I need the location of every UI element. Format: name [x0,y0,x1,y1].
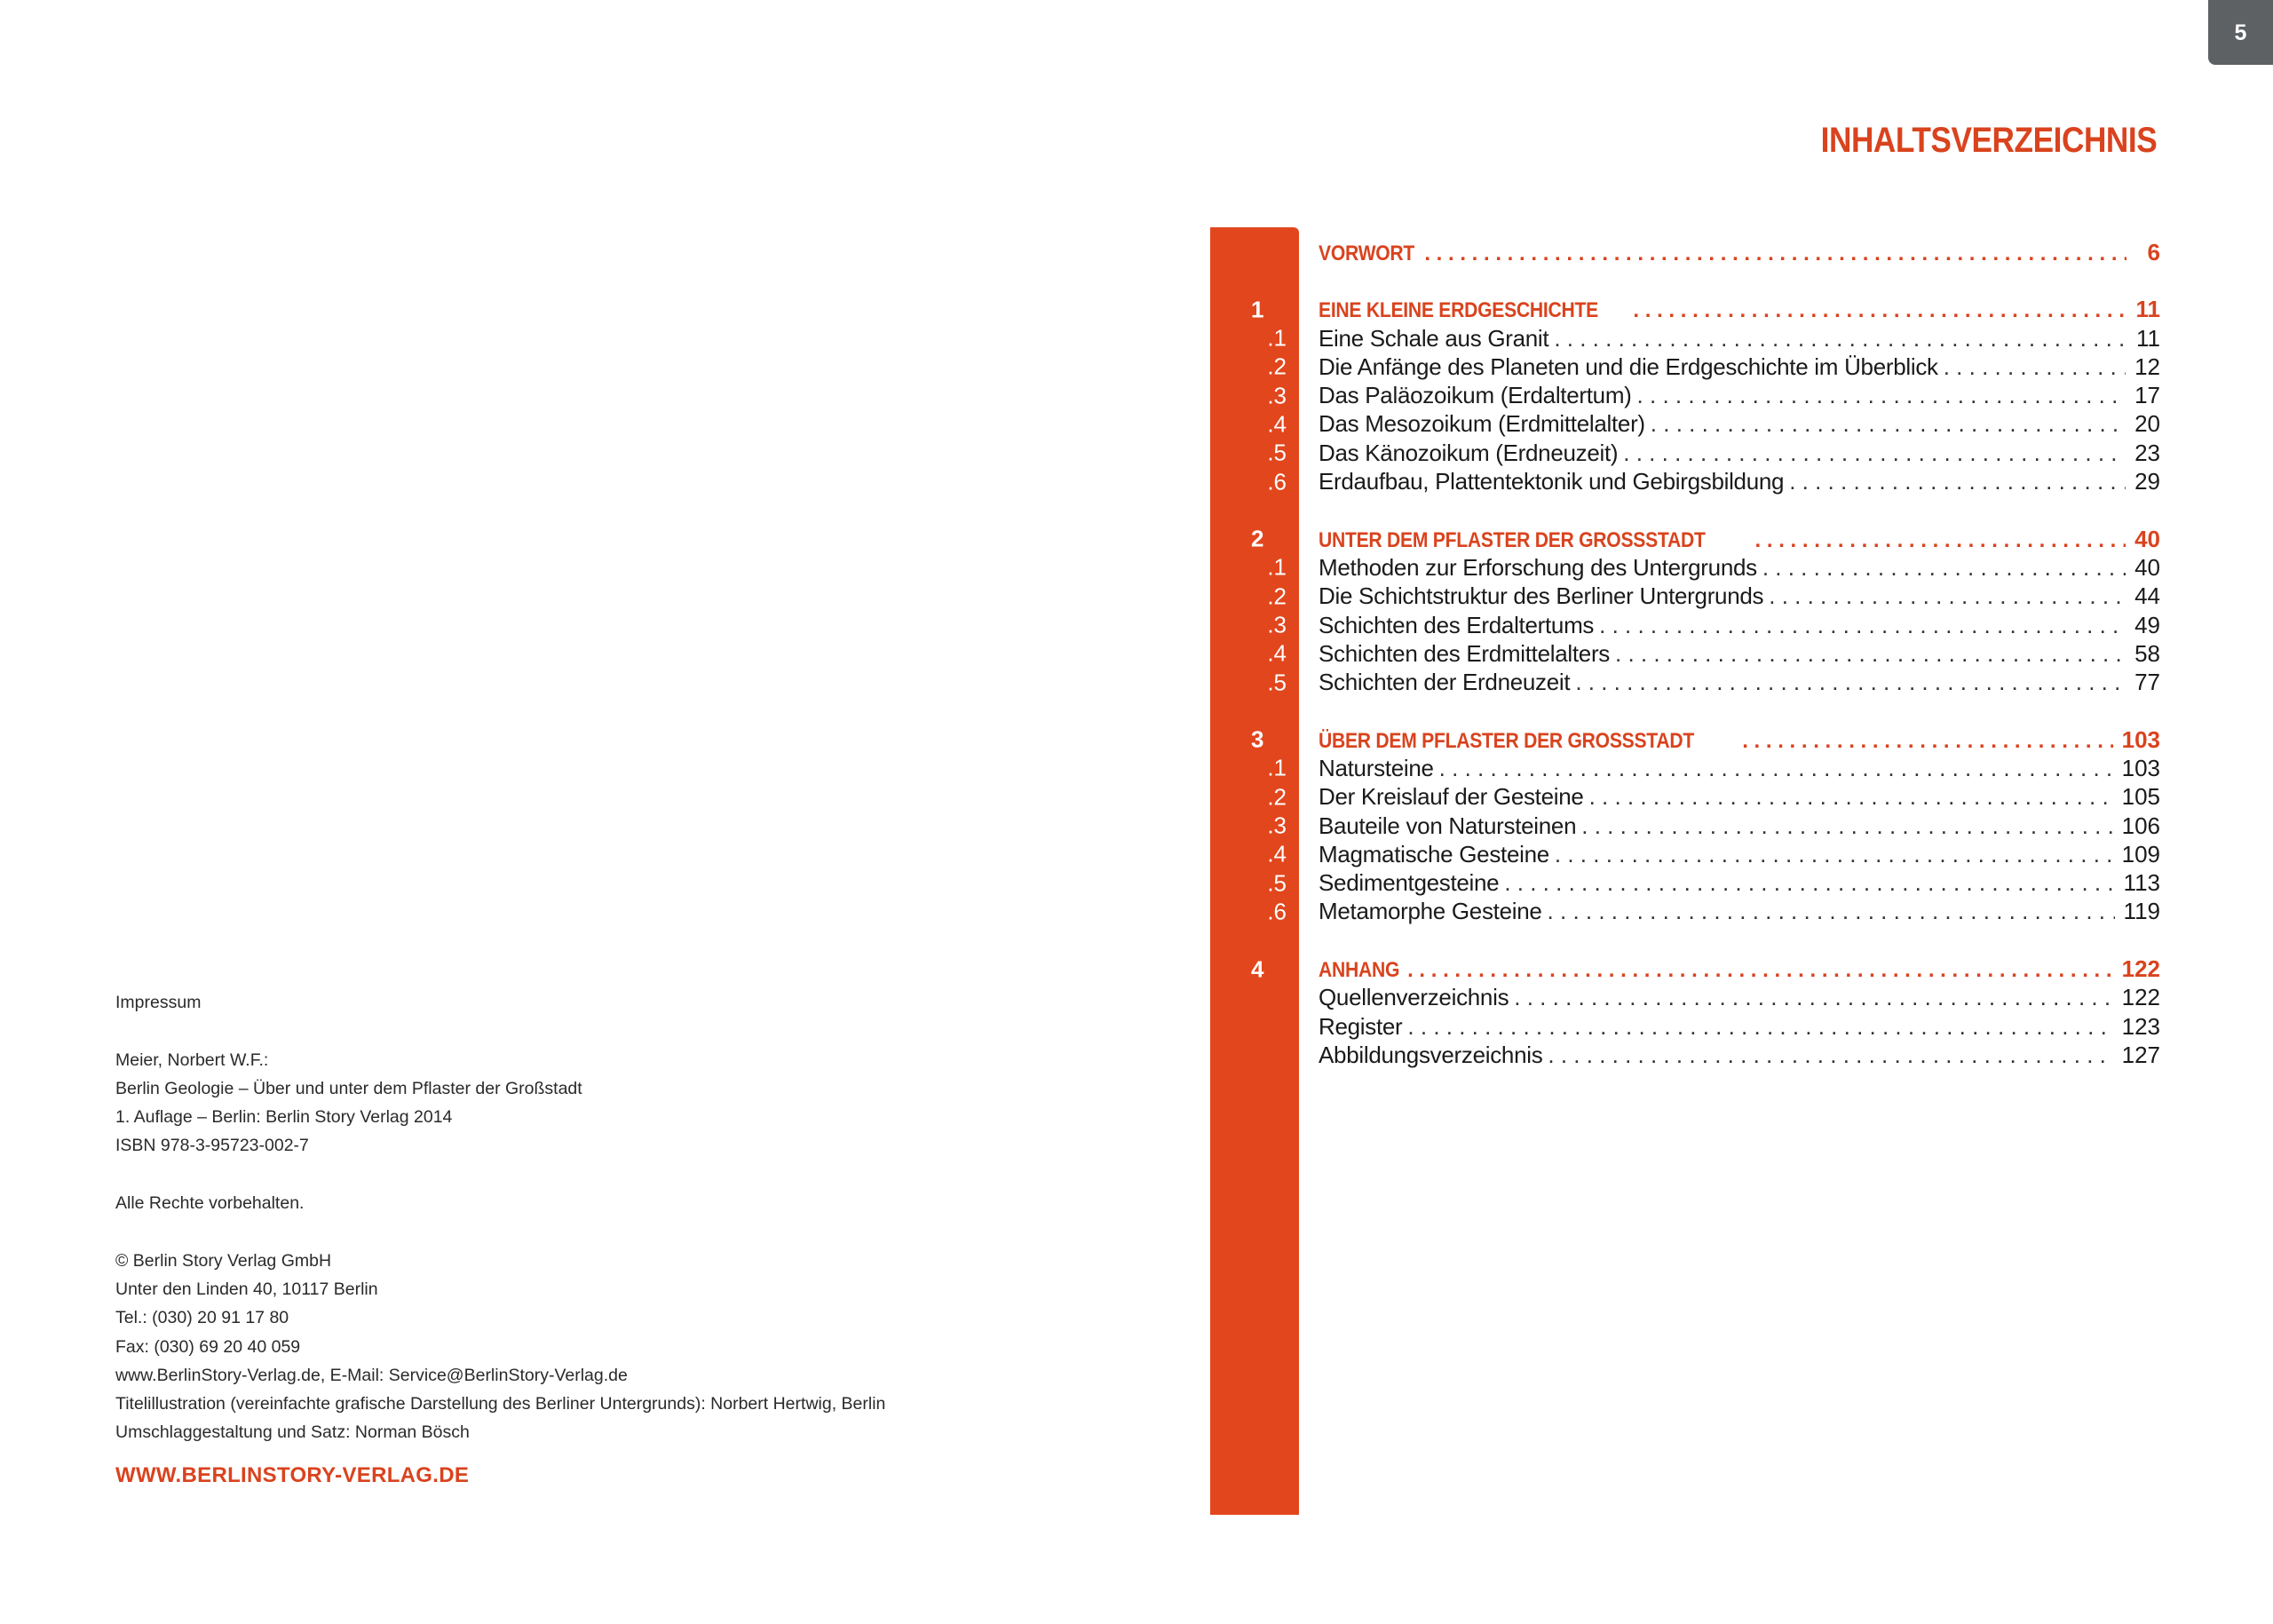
toc-row[interactable] [1210,984,2160,1012]
toc-section-entry[interactable] [1319,812,2160,840]
toc-entry-label: VORWORT [1319,241,1415,265]
dot-leader [1742,729,2112,754]
dot-leader [1581,812,2112,840]
toc-section-entry[interactable] [1319,353,2160,381]
toc-number-column [1210,467,1299,495]
dot-leader [1504,869,2114,897]
toc-number-column [1210,639,1299,668]
section-number: .1 [1267,754,1287,781]
toc-page-number: 123 [2121,1012,2160,1040]
imprint-cover-credit: Titelillustration (vereinfachte grafische Darstellung des Berliner Untergrunds): Norbert Hertwig, Berlin [115,1394,886,1414]
dot-leader [1554,325,2126,353]
toc-entry-label: Erdaufbau, Plattentektonik und Gebirgsbildung [1319,468,1785,495]
toc-entry-label: EINE KLEINE ERDGESCHICHTE [1319,298,1598,323]
dot-leader [1762,554,2126,582]
toc-section-entry[interactable] [1319,669,2160,696]
toc-entry-label: Sedimentgesteine [1319,869,1500,897]
toc-section-entry[interactable] [1319,1013,2160,1041]
toc-entry-label: Schichten des Erdaltertums [1319,611,1595,638]
toc-page-number: 11 [2135,296,2160,323]
toc-row[interactable] [1210,725,2160,754]
toc-section-entry[interactable] [1319,554,2160,582]
toc-page-number: 11 [2136,324,2160,352]
toc-number-column [1210,1041,1299,1069]
imprint-fax: Fax: (030) 69 20 40 059 [115,1336,301,1357]
imprint-edition: 1. Auflage – Berlin: Berlin Story Verlag 2014 [115,1107,453,1128]
toc-page-number: 20 [2134,410,2160,438]
toc-entry-label: Natursteine [1319,754,1434,781]
dot-leader [1599,612,2126,639]
toc-page-number: 103 [2121,754,2160,781]
toc-section-entry[interactable] [1319,325,2160,353]
toc-entry-label: Register [1319,1012,1403,1040]
imprint-web-email: www.BerlinStory-Verlag.de, E-Mail: Service@BerlinStory-Verlag.de [115,1365,628,1385]
section-number: .6 [1267,898,1287,925]
toc-section-entry[interactable] [1319,440,2160,467]
toc-entry-label: UNTER DEM PFLASTER DER GROSSSTADT [1319,527,1706,552]
toc-section-entry[interactable] [1319,468,2160,495]
dot-leader [1575,669,2126,696]
toc-number-column [1210,1012,1299,1041]
toc-chapter-entry[interactable] [1319,296,2160,323]
toc-number-column [1210,754,1299,782]
toc-entry-label: Metamorphe Gesteine [1319,898,1542,925]
toc-entry-label: Methoden zur Erforschung des Untergrunds [1319,553,1757,581]
toc-page-number: 127 [2121,1041,2160,1068]
toc-section-entry[interactable] [1319,612,2160,639]
toc-number-column [1210,410,1299,439]
toc-page-number: 77 [2134,669,2160,696]
toc-page-number: 119 [2123,898,2160,925]
dot-leader [1555,841,2113,868]
dot-leader [1439,755,2113,782]
chapter-number: 2 [1251,525,1264,552]
toc-row[interactable] [1210,553,2160,582]
dot-leader [1548,1042,2112,1069]
section-number: .2 [1267,783,1287,811]
toc-page-number: 122 [2121,984,2160,1011]
toc-number-column [1210,553,1299,582]
section-number: .3 [1267,812,1287,839]
toc-number-column [1210,324,1299,353]
toc-row[interactable] [1210,668,2160,696]
toc-section-entry[interactable] [1319,382,2160,409]
toc-row[interactable] [1210,783,2160,812]
toc-number-column [1210,296,1299,324]
imprint-isbn: ISBN 978-3-95723-002-7 [115,1136,309,1156]
toc-page-number: 113 [2123,869,2160,897]
toc-page-number: 40 [2134,553,2160,581]
section-number: .5 [1267,669,1287,696]
toc-row[interactable] [1210,1012,2160,1041]
toc-chapter-entry[interactable] [1319,726,2160,754]
section-number: .3 [1267,611,1287,638]
toc-entry-label: Eine Schale aus Granit [1319,324,1549,352]
toc-entry-label: Quellenverzeichnis [1319,984,1509,1011]
toc-entry-label: Die Anfänge des Planeten und die Erdgeschichte im Überblick [1319,353,1938,380]
toc-row[interactable] [1210,439,2160,467]
imprint-tel: Tel.: (030) 20 91 17 80 [115,1308,289,1328]
toc-section-entry[interactable] [1319,1042,2160,1069]
table-of-contents [1210,238,2160,1070]
toc-entry-label: Das Mesozoikum (Erdmittelalter) [1319,410,1645,438]
dot-leader [1944,353,2126,381]
toc-section-entry[interactable] [1319,755,2160,782]
section-number: .2 [1267,582,1287,610]
toc-number-column [1210,955,1299,983]
imprint-rights: Alle Rechte vorbehalten. [115,1193,305,1214]
toc-section-entry[interactable] [1319,841,2160,868]
toc-number-column [1210,439,1299,467]
page-number: 5 [2234,20,2247,45]
toc-page-number: 29 [2134,468,2160,495]
toc-row[interactable] [1210,812,2160,840]
dot-leader [1514,984,2112,1011]
toc-entry-label: Magmatische Gesteine [1319,840,1549,867]
dot-leader [1769,582,2126,610]
toc-page-number: 105 [2121,783,2160,811]
toc-number-column [1210,353,1299,381]
toc-section-entry[interactable] [1319,984,2160,1011]
dot-leader [1789,468,2126,495]
section-number: .5 [1267,869,1287,897]
imprint-author: Meier, Norbert W.F.: [115,1050,269,1070]
chapter-number: 1 [1251,296,1264,323]
toc-entry-label: Die Schichtstruktur des Berliner Untergrunds [1319,582,1764,610]
toc-section-entry[interactable] [1319,898,2160,925]
toc-entry-label: ANHANG [1319,958,1400,983]
toc-section-entry[interactable] [1319,582,2160,610]
imprint-book-title: Berlin Geologie – Über und unter dem Pflaster der Großstadt [115,1078,582,1098]
toc-number-column [1210,898,1299,926]
toc-page-number: 23 [2134,439,2160,466]
section-number: .4 [1267,639,1287,667]
dot-leader [1589,783,2113,811]
toc-page-number: 12 [2134,353,2160,380]
section-number: .4 [1267,410,1287,438]
toc-row[interactable] [1210,1041,2160,1069]
toc-number-column [1210,381,1299,409]
toc-entry-label: Bauteile von Natursteinen [1319,812,1577,839]
toc-row[interactable] [1210,324,2160,353]
toc-row[interactable] [1210,840,2160,868]
toc-page-number: 109 [2121,840,2160,867]
toc-row[interactable] [1210,353,2160,381]
toc-page-number: 58 [2134,639,2160,667]
imprint-publisher: © Berlin Story Verlag GmbH [115,1250,332,1271]
dot-leader [1755,528,2126,553]
section-number: .6 [1267,468,1287,495]
toc-entry-label: Das Känozoikum (Erdneuzeit) [1319,439,1619,466]
toc-number-column [1210,668,1299,696]
dot-leader [1637,382,2126,409]
toc-row[interactable] [1210,296,2160,324]
toc-section-entry[interactable] [1319,783,2160,811]
toc-row[interactable] [1210,381,2160,409]
toc-number-column [1210,525,1299,553]
toc-row[interactable] [1210,582,2160,611]
toc-number-column [1210,812,1299,840]
chapter-number: 3 [1251,725,1264,753]
publisher-website-link[interactable]: WWW.BERLINSTORY-VERLAG.DE [115,1462,470,1487]
toc-page-number: 103 [2121,725,2160,753]
toc-page-number: 49 [2134,611,2160,638]
toc-number-column [1210,611,1299,639]
imprint [115,988,1003,1490]
toc-entry-label: Schichten des Erdmittelalters [1319,639,1611,667]
dot-leader [1548,898,2115,925]
toc-number-column [1210,783,1299,812]
imprint-heading: Impressum [115,993,202,1012]
toc-row[interactable] [1210,410,2160,439]
toc-row[interactable] [1210,898,2160,926]
toc-row[interactable] [1210,467,2160,495]
toc-number-column [1210,238,1299,266]
toc-number-column [1210,984,1299,1012]
toc-row[interactable] [1210,525,2160,553]
toc-page-number: 44 [2134,582,2160,610]
toc-section-entry[interactable] [1319,640,2160,668]
section-number: .4 [1267,840,1287,867]
dot-leader [1407,1013,2112,1041]
section-number: .2 [1267,353,1287,380]
dot-leader [1615,640,2126,668]
section-number: .1 [1267,553,1287,581]
page-number-tab [2208,0,2273,65]
toc-number-column [1210,840,1299,868]
toc-entry-label: Schichten der Erdneuzeit [1319,669,1571,696]
toc-page-number: 106 [2121,812,2160,839]
imprint-address: Unter den Linden 40, 10117 Berlin [115,1279,378,1299]
toc-number-column [1210,582,1299,611]
toc-row[interactable] [1210,611,2160,639]
dot-leader [1651,410,2126,438]
toc-row[interactable] [1210,238,2160,266]
toc-entry-label: Das Paläozoikum (Erdaltertum) [1319,382,1632,409]
toc-chapter-entry[interactable] [1319,955,2160,983]
toc-section-entry[interactable] [1319,869,2160,897]
toc-row[interactable] [1210,754,2160,782]
section-number: .1 [1267,324,1287,352]
dot-leader [1407,958,2113,983]
toc-entry-label: Der Kreislauf der Gesteine [1319,783,1584,811]
toc-chapter-entry[interactable] [1319,526,2160,553]
toc-page-number: 17 [2134,382,2160,409]
imprint-design-credit: Umschlaggestaltung und Satz: Norman Bösch [115,1422,470,1443]
toc-section-entry[interactable] [1319,410,2160,438]
toc-row[interactable] [1210,955,2160,983]
dot-leader [1623,440,2126,467]
dot-leader [1633,298,2126,323]
toc-number-column [1210,725,1299,754]
section-number: .3 [1267,382,1287,409]
toc-row[interactable] [1210,639,2160,668]
toc-row[interactable] [1210,869,2160,898]
toc-page-number: 40 [2134,525,2160,552]
dot-leader [1424,242,2126,266]
toc-number-column [1210,869,1299,898]
section-number: .5 [1267,439,1287,466]
chapter-number: 4 [1251,955,1264,983]
toc-title: INHALTSVERZEICHNIS [1820,121,2157,160]
toc-page-number: 6 [2147,238,2160,265]
toc-chapter-entry[interactable] [1319,239,2160,266]
toc-page-number: 122 [2121,955,2160,983]
toc-entry-label: ÜBER DEM PFLASTER DER GROSSSTADT [1319,728,1694,753]
toc-entry-label: Abbildungsverzeichnis [1319,1041,1543,1068]
